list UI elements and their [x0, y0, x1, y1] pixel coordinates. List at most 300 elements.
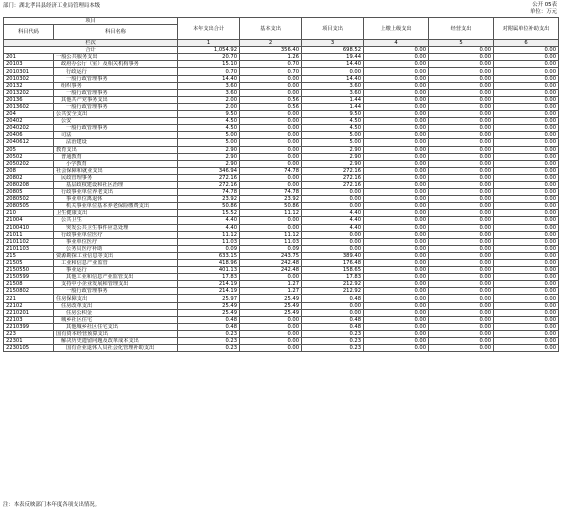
amount-cell: 0.00: [429, 217, 494, 224]
code-cell: 21505: [4, 260, 54, 267]
table-row: [4, 281, 559, 288]
amount-cell: 0.00: [429, 267, 494, 274]
amount-cell: 0.00: [240, 323, 302, 330]
amount-cell: 0.23: [178, 330, 240, 337]
amount-cell: 0.00: [429, 89, 494, 96]
amount-cell: 0.00: [429, 295, 494, 302]
amount-cell: 0.00: [364, 274, 429, 281]
amount-cell: 0.00: [364, 181, 429, 188]
amount-cell: 0.00: [494, 111, 559, 118]
amount-cell: 14.40: [302, 61, 364, 68]
table-row: [4, 203, 559, 210]
amount-cell: 0.56: [240, 103, 302, 110]
table-row: [4, 68, 559, 75]
amount-cell: 0.00: [494, 274, 559, 281]
index-cell: 2: [240, 40, 302, 47]
table-row: [4, 125, 559, 132]
amount-cell: 0.00: [429, 224, 494, 231]
amount-cell: 14.40: [178, 75, 240, 82]
amount-cell: 0.00: [494, 245, 559, 252]
amount-cell: 3.60: [302, 82, 364, 89]
code-cell: 2050202: [4, 160, 54, 167]
unit-label: 单位：万元: [530, 9, 557, 15]
business-header: 经营支出: [429, 18, 494, 40]
amount-cell: 0.00: [240, 174, 302, 181]
amount-cell: 0.00: [429, 196, 494, 203]
amount-cell: 0.00: [494, 125, 559, 132]
table-row: [4, 103, 559, 110]
name-cell: 住房公积金: [54, 309, 178, 316]
table-row: [4, 260, 559, 267]
index-cell: 4: [364, 40, 429, 47]
amount-cell: 0.00: [429, 96, 494, 103]
amount-cell: 0.00: [429, 274, 494, 281]
index-cell: 栏次: [4, 40, 178, 47]
name-cell: 国有企业退休人员社会化管理补助支出: [54, 345, 178, 352]
amount-cell: 0.00: [494, 89, 559, 96]
amount-cell: 11.03: [178, 238, 240, 245]
amount-cell: 0.00: [240, 132, 302, 139]
code-cell: 2150599: [4, 274, 54, 281]
amount-cell: 0.00: [364, 338, 429, 345]
amount-cell: 0.48: [302, 316, 364, 323]
amount-cell: 25.49: [240, 309, 302, 316]
amount-cell: 1.44: [302, 103, 364, 110]
amount-cell: 0.00: [364, 125, 429, 132]
code-cell: 215: [4, 252, 54, 259]
amount-cell: 0.00: [429, 181, 494, 188]
name-cell: 解决历史遗留问题及改革成本支出: [54, 338, 178, 345]
index-cell: 1: [178, 40, 240, 47]
code-cell: 2013602: [4, 103, 54, 110]
footnote: 注：本表反映部门本年度各项支出情况。: [3, 502, 101, 508]
amount-cell: 0.00: [364, 309, 429, 316]
name-cell: 组织事务: [54, 82, 178, 89]
amount-cell: 0.48: [178, 316, 240, 323]
amount-cell: 11.12: [240, 231, 302, 238]
amount-cell: 74.78: [240, 167, 302, 174]
amount-cell: 25.49: [240, 295, 302, 302]
amount-cell: 0.00: [240, 153, 302, 160]
table-row: [4, 153, 559, 160]
table-row: [4, 302, 559, 309]
amount-cell: 242.48: [240, 267, 302, 274]
amount-cell: 0.00: [494, 103, 559, 110]
amount-cell: 0.00: [240, 111, 302, 118]
amount-cell: 4.50: [302, 125, 364, 132]
amount-cell: 0.00: [429, 75, 494, 82]
amount-cell: 0.00: [429, 252, 494, 259]
table-row: [4, 181, 559, 188]
amount-cell: 0.48: [302, 295, 364, 302]
amount-cell: 0.00: [429, 338, 494, 345]
upper-header: 上缴上级支出: [364, 18, 429, 40]
name-cell: 普通教育: [54, 153, 178, 160]
amount-cell: 0.00: [364, 68, 429, 75]
amount-cell: 0.00: [494, 61, 559, 68]
amount-cell: 74.78: [240, 189, 302, 196]
amount-cell: 2.90: [302, 146, 364, 153]
amount-cell: 0.00: [364, 82, 429, 89]
amount-cell: 5.00: [178, 139, 240, 146]
code-cell: 21004: [4, 217, 54, 224]
amount-cell: 0.00: [302, 238, 364, 245]
amount-cell: 20.70: [178, 54, 240, 61]
code-cell: 204: [4, 111, 54, 118]
amount-cell: 50.86: [240, 203, 302, 210]
name-cell: 基层政权建设和社区治理: [54, 181, 178, 188]
amount-cell: 0.00: [429, 231, 494, 238]
amount-cell: 0.00: [494, 267, 559, 274]
amount-cell: 0.00: [494, 338, 559, 345]
amount-cell: 0.00: [364, 245, 429, 252]
table-row: [4, 338, 559, 345]
amount-cell: 0.00: [429, 288, 494, 295]
amount-cell: 176.48: [302, 260, 364, 267]
expenditure-table: [3, 17, 559, 352]
name-cell: 机关事业单位基本养老保险缴费支出: [54, 203, 178, 210]
code-cell: 22103: [4, 316, 54, 323]
amount-cell: 0.70: [178, 68, 240, 75]
code-cell: 2010302: [4, 75, 54, 82]
amount-cell: 1.27: [240, 288, 302, 295]
amount-cell: 389.40: [302, 252, 364, 259]
table-row: [4, 111, 559, 118]
name-cell: 法治建设: [54, 139, 178, 146]
amount-cell: 0.00: [429, 103, 494, 110]
amount-cell: 0.23: [178, 345, 240, 352]
amount-cell: 0.00: [494, 302, 559, 309]
name-cell: 行政事业单位医疗: [54, 231, 178, 238]
name-cell: 国有资本经营预算支出: [54, 330, 178, 337]
amount-cell: 0.23: [302, 330, 364, 337]
table-body: [4, 54, 559, 352]
amount-cell: 5.00: [178, 132, 240, 139]
amount-cell: 0.00: [364, 267, 429, 274]
amount-cell: 0.00: [364, 89, 429, 96]
amount-cell: 0.00: [364, 323, 429, 330]
table-row: [4, 196, 559, 203]
amount-cell: 0.00: [302, 302, 364, 309]
amount-cell: 0.00: [494, 118, 559, 125]
code-cell: 20103: [4, 61, 54, 68]
amount-cell: 0.00: [494, 295, 559, 302]
amount-cell: 0.00: [429, 309, 494, 316]
amount-cell: 0.09: [178, 245, 240, 252]
amount-cell: 2.00: [178, 96, 240, 103]
amount-cell: 2.00: [178, 103, 240, 110]
code-cell: 208: [4, 167, 54, 174]
total-cell: 0.00: [429, 47, 494, 54]
amount-cell: 3.60: [302, 89, 364, 96]
amount-cell: 0.00: [364, 231, 429, 238]
amount-cell: 5.00: [302, 132, 364, 139]
table-row: [4, 309, 559, 316]
amount-cell: 0.00: [494, 281, 559, 288]
amount-cell: 25.49: [240, 302, 302, 309]
amount-cell: 0.00: [494, 54, 559, 61]
amount-cell: 0.00: [429, 111, 494, 118]
amount-cell: 0.00: [494, 181, 559, 188]
amount-cell: 0.00: [494, 260, 559, 267]
name-cell: 公共卫生: [54, 217, 178, 224]
amount-cell: 212.92: [302, 281, 364, 288]
code-cell: 201: [4, 54, 54, 61]
amount-cell: 0.00: [429, 153, 494, 160]
index-cell: 3: [302, 40, 364, 47]
amount-cell: 0.00: [429, 330, 494, 337]
name-cell: 一般行政管理事务: [54, 89, 178, 96]
amount-cell: 0.00: [429, 345, 494, 352]
amount-cell: 0.00: [364, 54, 429, 61]
table-row: [4, 54, 559, 61]
amount-cell: 2.90: [178, 153, 240, 160]
table-row: [4, 132, 559, 139]
amount-cell: 0.00: [429, 132, 494, 139]
amount-cell: 0.00: [429, 68, 494, 75]
code-cell: 2101103: [4, 245, 54, 252]
name-cell: 住房保障支出: [54, 295, 178, 302]
amount-cell: 0.00: [429, 203, 494, 210]
amount-cell: 17.83: [178, 274, 240, 281]
total-cell: 0.00: [364, 47, 429, 54]
name-cell: 民政管理事务: [54, 174, 178, 181]
amount-cell: 0.00: [364, 330, 429, 337]
name-cell: 事业运行: [54, 267, 178, 274]
table-row: [4, 330, 559, 337]
amount-cell: 0.00: [240, 75, 302, 82]
code-cell: 2040202: [4, 125, 54, 132]
table-row: [4, 174, 559, 181]
code-cell: 2150802: [4, 288, 54, 295]
amount-cell: 0.00: [494, 316, 559, 323]
amount-cell: 214.19: [178, 281, 240, 288]
amount-cell: 11.12: [240, 210, 302, 217]
table-row: [4, 82, 559, 89]
amount-cell: 0.00: [364, 217, 429, 224]
amount-cell: 0.00: [494, 96, 559, 103]
code-cell: 2080505: [4, 203, 54, 210]
name-cell: 司法: [54, 132, 178, 139]
amount-cell: 401.13: [178, 267, 240, 274]
name-cell: 公务员医疗补助: [54, 245, 178, 252]
amount-cell: 0.00: [364, 196, 429, 203]
amount-cell: 0.00: [494, 224, 559, 231]
amount-cell: 0.00: [302, 231, 364, 238]
name-cell: 突发公共卫生事件应急处理: [54, 224, 178, 231]
amount-cell: 0.00: [494, 68, 559, 75]
amount-cell: 0.00: [429, 146, 494, 153]
name-cell: 一般行政管理事务: [54, 75, 178, 82]
amount-cell: 0.00: [429, 61, 494, 68]
amount-cell: 0.00: [494, 160, 559, 167]
amount-cell: 0.00: [429, 316, 494, 323]
amount-cell: 50.86: [178, 203, 240, 210]
code-cell: 210: [4, 210, 54, 217]
code-cell: 20406: [4, 132, 54, 139]
amount-cell: 0.00: [494, 217, 559, 224]
amount-cell: 0.09: [240, 245, 302, 252]
code-cell: 221: [4, 295, 54, 302]
department-label: 部门：湖北孝昌县经济工业局管理局本级: [3, 3, 101, 9]
amount-cell: 0.00: [494, 210, 559, 217]
amount-cell: 418.96: [178, 260, 240, 267]
table-row: [4, 96, 559, 103]
total-cell: 1,054.92: [178, 47, 240, 54]
amount-cell: 0.00: [494, 330, 559, 337]
total-row: [4, 47, 559, 54]
amount-cell: 0.00: [429, 281, 494, 288]
amount-cell: 243.75: [240, 252, 302, 259]
amount-cell: 0.00: [494, 189, 559, 196]
amount-cell: 0.00: [302, 196, 364, 203]
amount-cell: 212.92: [302, 288, 364, 295]
subsidy-header: 对附属单位补助支出: [494, 18, 559, 40]
amount-cell: 25.97: [178, 295, 240, 302]
table-row: [4, 217, 559, 224]
amount-cell: 19.44: [302, 54, 364, 61]
amount-cell: 0.00: [240, 89, 302, 96]
code-cell: 22301: [4, 338, 54, 345]
amount-cell: 23.92: [178, 196, 240, 203]
total-header: 本年支出合计: [178, 18, 240, 40]
amount-cell: 15.52: [178, 210, 240, 217]
amount-cell: 0.00: [429, 238, 494, 245]
name-cell: 事业单位离退休: [54, 196, 178, 203]
table-row: [4, 160, 559, 167]
code-cell: 2210201: [4, 309, 54, 316]
amount-cell: 0.00: [240, 118, 302, 125]
name-cell: 卫生健康支出: [54, 210, 178, 217]
amount-cell: 0.00: [494, 231, 559, 238]
amount-cell: 0.00: [240, 330, 302, 337]
amount-cell: 0.00: [364, 238, 429, 245]
amount-cell: 0.48: [302, 323, 364, 330]
amount-cell: 0.00: [364, 210, 429, 217]
amount-cell: 0.00: [429, 210, 494, 217]
amount-cell: 633.15: [178, 252, 240, 259]
code-cell: 20802: [4, 174, 54, 181]
amount-cell: 0.00: [429, 260, 494, 267]
amount-cell: 3.60: [178, 89, 240, 96]
code-cell: 2080208: [4, 181, 54, 188]
basic-header: 基本支出: [240, 18, 302, 40]
amount-cell: 0.00: [494, 323, 559, 330]
amount-cell: 0.00: [429, 139, 494, 146]
table-row: [4, 146, 559, 153]
name-header: 科目名称: [54, 25, 178, 40]
amount-cell: 0.00: [429, 189, 494, 196]
table-row: [4, 118, 559, 125]
amount-cell: 0.00: [240, 139, 302, 146]
amount-cell: 4.40: [302, 210, 364, 217]
table-row: [4, 288, 559, 295]
amount-cell: 0.00: [240, 217, 302, 224]
table-row: [4, 323, 559, 330]
amount-cell: 272.16: [302, 167, 364, 174]
amount-cell: 242.48: [240, 260, 302, 267]
code-cell: 20502: [4, 153, 54, 160]
amount-cell: 0.00: [494, 203, 559, 210]
amount-cell: 15.10: [178, 61, 240, 68]
amount-cell: 17.83: [302, 274, 364, 281]
amount-cell: 0.00: [364, 345, 429, 352]
amount-cell: 74.78: [178, 189, 240, 196]
table-row: [4, 139, 559, 146]
amount-cell: 0.00: [494, 146, 559, 153]
name-cell: 小学教育: [54, 160, 178, 167]
amount-cell: 4.40: [178, 224, 240, 231]
name-cell: 一般行政管理事务: [54, 288, 178, 295]
amount-cell: 0.00: [494, 345, 559, 352]
amount-cell: 0.00: [494, 139, 559, 146]
amount-cell: 0.00: [364, 118, 429, 125]
amount-cell: 0.00: [494, 288, 559, 295]
amount-cell: 0.00: [364, 260, 429, 267]
amount-cell: 0.00: [364, 111, 429, 118]
table-row: [4, 245, 559, 252]
table-row: [4, 274, 559, 281]
code-cell: 2040612: [4, 139, 54, 146]
table-header: [4, 18, 559, 54]
code-cell: 205: [4, 146, 54, 153]
code-cell: 20132: [4, 82, 54, 89]
name-cell: 一般行政管理事务: [54, 125, 178, 132]
amount-cell: 0.00: [429, 118, 494, 125]
amount-cell: 23.92: [240, 196, 302, 203]
amount-cell: 0.00: [494, 174, 559, 181]
amount-cell: 346.94: [178, 167, 240, 174]
amount-cell: 0.00: [240, 316, 302, 323]
amount-cell: 0.00: [302, 309, 364, 316]
name-cell: 工业和信息产业监管: [54, 260, 178, 267]
amount-cell: 0.00: [240, 345, 302, 352]
table-row: [4, 345, 559, 352]
amount-cell: 0.00: [364, 103, 429, 110]
code-cell: 223: [4, 330, 54, 337]
amount-cell: 0.00: [494, 252, 559, 259]
name-cell: 教育支出: [54, 146, 178, 153]
amount-cell: 0.00: [364, 203, 429, 210]
amount-cell: 0.00: [302, 189, 364, 196]
amount-cell: 3.60: [178, 82, 240, 89]
amount-cell: 4.50: [178, 125, 240, 132]
name-cell: 一般行政管理事务: [54, 103, 178, 110]
amount-cell: 0.00: [364, 252, 429, 259]
name-cell: 其他城乡社区住宅支出: [54, 323, 178, 330]
amount-cell: 0.00: [429, 245, 494, 252]
code-cell: 20805: [4, 189, 54, 196]
amount-cell: 0.00: [429, 167, 494, 174]
name-cell: 政府办公厅（室）及相关机构事务: [54, 61, 178, 68]
amount-cell: 14.40: [302, 75, 364, 82]
amount-cell: 1.44: [302, 96, 364, 103]
amount-cell: 2.90: [178, 146, 240, 153]
code-cell: 2080502: [4, 196, 54, 203]
amount-cell: 0.00: [429, 54, 494, 61]
amount-cell: 0.00: [364, 295, 429, 302]
amount-cell: 0.00: [364, 316, 429, 323]
amount-cell: 2.90: [302, 153, 364, 160]
amount-cell: 0.56: [240, 96, 302, 103]
name-cell: 其他工业和信息产业监管支出: [54, 274, 178, 281]
table-row: [4, 189, 559, 196]
name-cell: 社会保障和就业支出: [54, 167, 178, 174]
amount-cell: 0.23: [302, 338, 364, 345]
code-cell: 2150550: [4, 267, 54, 274]
table-row: [4, 75, 559, 82]
amount-cell: 0.00: [364, 302, 429, 309]
